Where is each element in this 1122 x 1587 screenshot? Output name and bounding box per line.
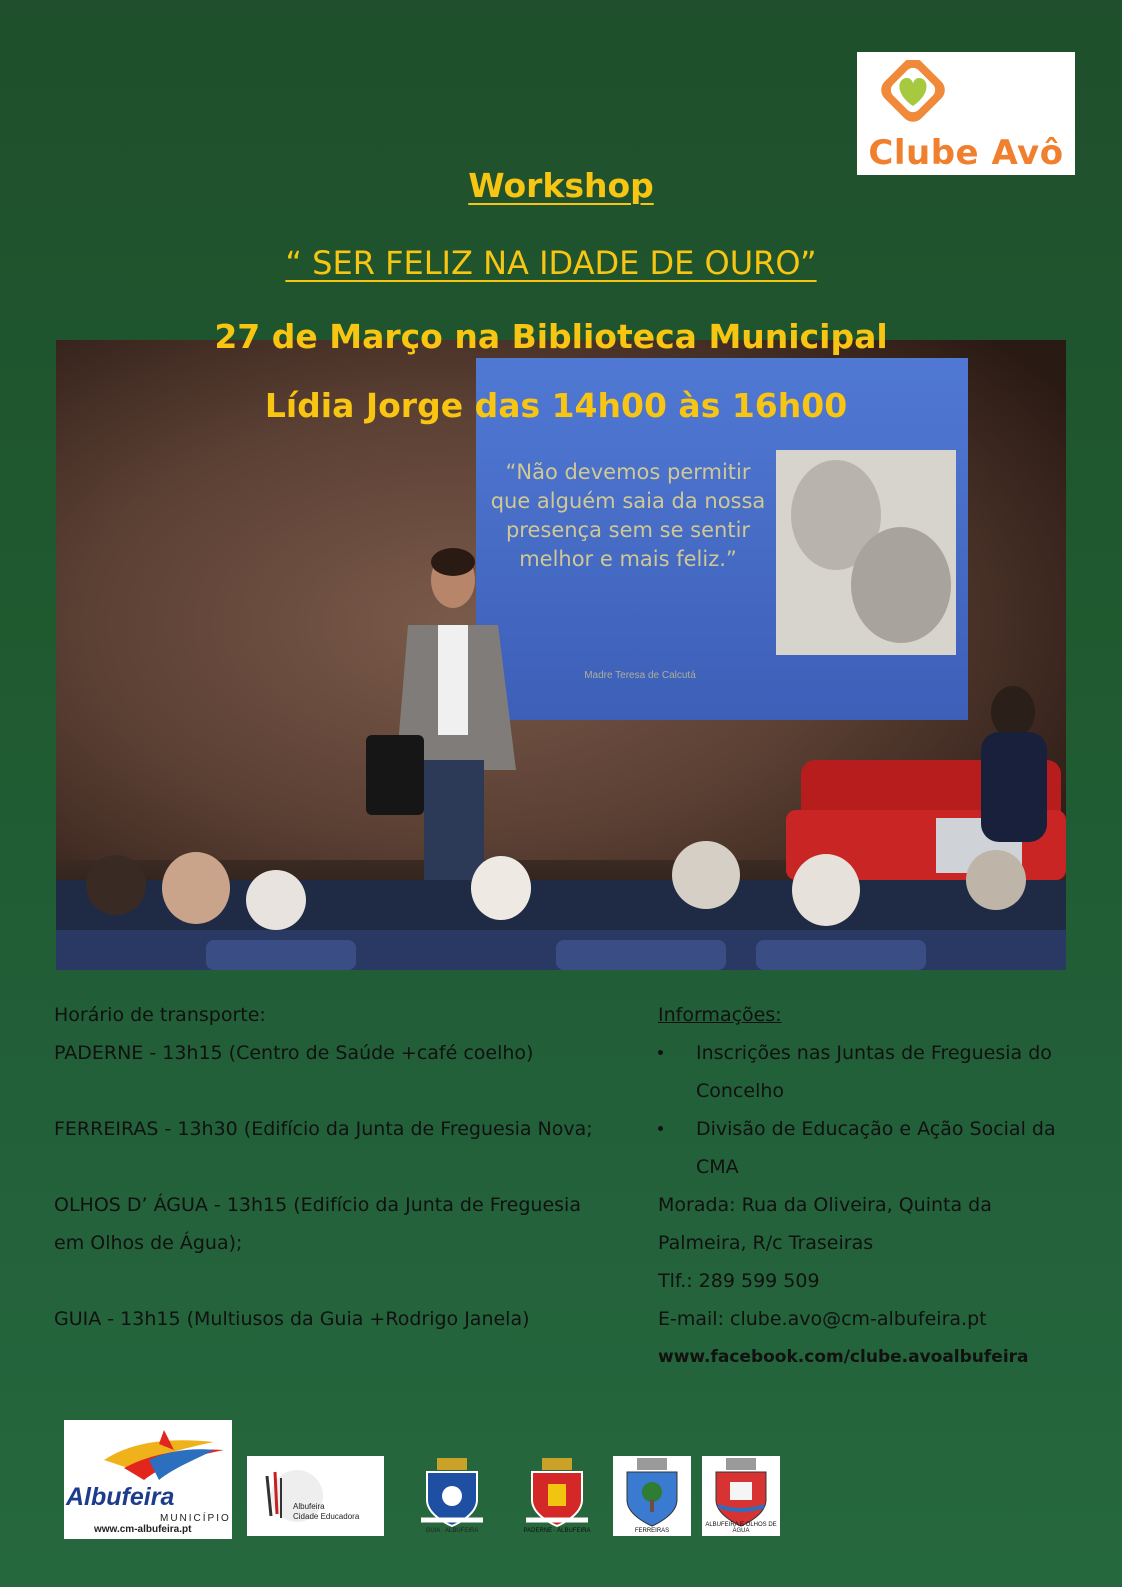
info-facebook-link[interactable]: www.facebook.com/clube.avoalbufeira <box>658 1347 1029 1367</box>
info-bullet: Inscrições nas Juntas de Freguesia do Concelho <box>658 1034 1078 1110</box>
info-heading: Informações: <box>658 1004 782 1026</box>
clube-avo-logo <box>857 52 1075 175</box>
cidade-educadora-icon <box>247 1456 384 1536</box>
workshop-subtitle: “ SER FELIZ NA IDADE DE OURO” <box>285 244 817 282</box>
edu-line1: Albufeira <box>293 1502 325 1511</box>
info-email[interactable]: E-mail: clube.avo@cm-albufeira.pt <box>658 1308 987 1330</box>
slide-quote-author: Madre Teresa de Calcutá <box>584 670 696 681</box>
albufeira-municipio: MUNICÍPIO <box>160 1513 231 1524</box>
albufeira-municipio-logo <box>64 1420 232 1539</box>
transport-section <box>54 996 614 1338</box>
event-date-location: 27 de Março na Biblioteca Municipal <box>214 317 888 356</box>
crest-label: FERREIRAS <box>634 1528 670 1534</box>
albufeira-star-icon <box>64 1420 232 1490</box>
bullet-icon <box>658 1050 663 1055</box>
clube-avo-brand: Clube Avô <box>868 133 1064 173</box>
edu-line2: Cidade Educadora <box>293 1512 360 1521</box>
albufeira-url: www.cm-albufeira.pt <box>94 1524 192 1535</box>
transport-item: PADERNE - 13h15 (Centro de Saúde +café coelho) <box>54 1042 534 1064</box>
olhos-agua-crest-logo <box>702 1456 780 1536</box>
cidade-educadora-logo <box>247 1456 384 1536</box>
paderne-crest-icon <box>518 1456 596 1536</box>
heart-logo-icon <box>875 60 951 136</box>
transport-item: GUIA - 13h15 (Multiusos da Guia +Rodrigo Janela) <box>54 1308 530 1330</box>
transport-heading: Horário de transporte: <box>54 1004 266 1026</box>
slide-quote: “Não devemos permitir que alguém saia da nossa presença sem se sentir melhor e mais feliz.” <box>490 460 766 571</box>
bullet-icon <box>658 1126 663 1131</box>
ferreiras-crest-logo <box>613 1456 691 1536</box>
albufeira-name: Albufeira <box>66 1483 175 1511</box>
transport-item: FERREIRAS - 13h30 (Edifício da Junta de Freguesia Nova; <box>54 1118 593 1140</box>
crest-label: ALBUFEIRA E OLHOS DE ÁGUA <box>705 1522 777 1534</box>
crest-label: PADERNE · ALBUFEIRA <box>523 1528 591 1534</box>
info-phone: Tlf.: 289 599 509 <box>658 1270 820 1292</box>
info-bullet: Divisão de Educação e Ação Social da CMA <box>658 1110 1078 1186</box>
event-speaker-time: Lídia Jorge das 14h00 às 16h00 <box>264 386 848 425</box>
paderne-crest-logo <box>518 1456 596 1536</box>
event-photo <box>56 340 1066 970</box>
crest-label: GUIA · ALBUFEIRA <box>425 1528 479 1534</box>
guia-crest-icon <box>413 1456 491 1536</box>
guia-crest-logo <box>413 1456 491 1536</box>
info-section <box>658 996 1078 1376</box>
info-address: Morada: Rua da Oliveira, Quinta da Palmeira, R/c Traseiras <box>658 1194 992 1254</box>
transport-item: OLHOS D’ ÁGUA - 13h15 (Edifício da Junta de Freguesia em Olhos de Água); <box>54 1194 581 1254</box>
workshop-title: Workshop <box>468 166 654 205</box>
ferreiras-crest-icon <box>613 1456 691 1536</box>
